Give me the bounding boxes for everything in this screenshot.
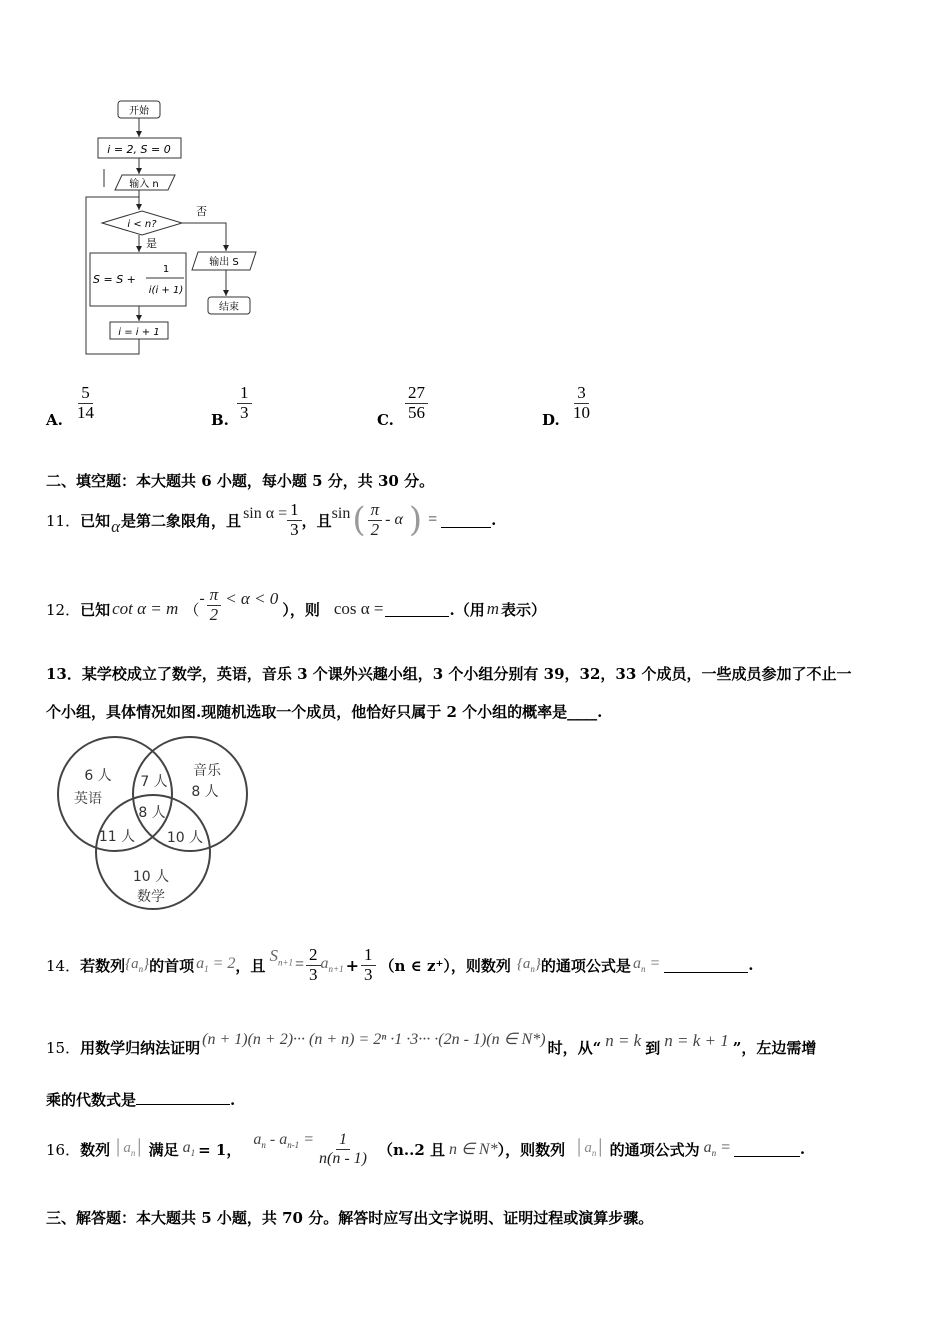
q14-den: 3	[309, 964, 318, 984]
q16-text-1: 数列	[80, 1140, 111, 1159]
output-text: 输出 S	[209, 257, 239, 268]
q16-blank	[734, 1142, 800, 1157]
q16-a1-val: = 1，	[198, 1140, 242, 1159]
input-text: 输入 n	[129, 179, 159, 190]
music-math-count: 10 人	[166, 830, 204, 846]
q11-sin2: sin	[331, 505, 351, 522]
section3-heading: 三、解答题：本大题共 5 小题，共 70 分。解答时应写出文字说明、证明过程或演算步骤。	[46, 1209, 654, 1227]
q14-text-3: ，且	[235, 956, 266, 975]
q14-plus: +	[345, 955, 360, 975]
q16-text-4: 的通项公式为	[609, 1140, 700, 1159]
assign-den-text: i(i + 1)	[148, 285, 184, 296]
q14-seq: $\{a_n\}$	[125, 956, 150, 974]
q12-lparen: （	[184, 600, 200, 619]
q11-lparen: (	[352, 500, 366, 540]
q14-seq-a: {a	[125, 956, 139, 972]
q16-seq: $│a_n│$	[114, 1140, 145, 1158]
math-label: 数学	[137, 889, 165, 905]
q15-end: .	[230, 1091, 236, 1109]
q11-minus-alpha: - α	[385, 511, 403, 528]
q14-text-4: 的通项公式是	[540, 956, 631, 975]
q16-an: $a_n$ =	[703, 1139, 731, 1159]
q16-number: 16．	[46, 1140, 81, 1159]
option-d-num: 3	[574, 384, 589, 404]
q11-sin: sin α =	[243, 505, 288, 522]
option-b-label: B.	[211, 411, 229, 429]
q16-diff: $a_n - a_{n-1}$ =	[253, 1131, 314, 1151]
q12-end: .（用	[449, 600, 485, 619]
q16-den: n(n - 1)	[318, 1149, 367, 1167]
q14-a1-var: a	[196, 955, 205, 973]
q12-blank	[385, 602, 449, 617]
q12-rparen: ），则	[282, 600, 320, 619]
init-text: i = 2, S = 0	[107, 143, 171, 156]
q16-cond: （n..2 且	[377, 1140, 445, 1159]
option-c-den: 56	[408, 402, 425, 422]
venn-diagram	[50, 728, 255, 918]
q14-num2: 1	[361, 946, 376, 966]
q14-a1: $a_1 = 2$	[196, 955, 236, 975]
q12-number: 12．	[46, 600, 81, 619]
condition-text: i < n?	[127, 219, 157, 230]
q15-text-2: 时，从“	[547, 1038, 602, 1057]
music-count: 8 人	[191, 784, 219, 800]
q14-blank	[664, 958, 748, 973]
q11-text-1: 已知	[80, 511, 111, 530]
q15-text-1: 用数学归纳法证明	[80, 1038, 201, 1057]
q15-blank	[136, 1090, 230, 1105]
option-d-label: D.	[542, 411, 560, 429]
english-music-count: 7 人	[140, 774, 168, 790]
q16-num: 1	[336, 1131, 350, 1150]
q14-S: $S_{n+1}$	[269, 946, 294, 968]
q16-end: .	[799, 1140, 806, 1158]
q13-line1: 13．某学校成立了数学，英语，音乐 3 个课外兴趣小组，3 个小组分别有 39，32，33 个成员，一些成员参加了不止一	[46, 665, 852, 683]
q11-end: .	[491, 511, 497, 529]
q11-pi: π	[368, 501, 383, 521]
question-12	[46, 584, 546, 634]
question-16	[46, 1124, 805, 1174]
assign-num-text: 1	[162, 264, 170, 275]
q16-cond2: n ∈ N*	[448, 1141, 498, 1158]
q15-text-3: 到	[645, 1038, 661, 1057]
q14-den2: 3	[364, 964, 373, 984]
q16-text-3: ），则数列	[497, 1140, 566, 1159]
q12-pi: π	[207, 586, 222, 606]
q14-a1-val: = 2	[212, 955, 236, 973]
option-a-label: A.	[46, 411, 63, 429]
q14-S-var: S	[269, 946, 278, 966]
increment-text: i = i + 1	[118, 327, 160, 338]
q12-m: m	[486, 599, 499, 618]
q12-ineq: < α < 0	[225, 589, 279, 608]
english-count: 6 人	[84, 768, 112, 784]
option-a-num: 5	[78, 384, 93, 404]
q15-line2-text: 乘的代数式是	[46, 1091, 137, 1109]
center-count: 8 人	[138, 805, 166, 821]
q14-end: .	[748, 956, 754, 974]
q14-cond: （n ∈ z⁺），则数列	[379, 956, 511, 975]
option-a-den: 14	[77, 402, 94, 422]
q15-n-eq-k: n = k	[605, 1031, 642, 1050]
option-b-den: 3	[240, 402, 249, 422]
q11-alpha: α	[111, 517, 121, 536]
q11-text-3: ，且	[301, 511, 332, 530]
q11-rparen: )	[408, 500, 423, 540]
q11-number: 11．	[46, 511, 81, 530]
question-14	[46, 941, 753, 989]
q12-tail: 表示）	[501, 600, 547, 619]
q11-text-2: 是第二象限角，且	[121, 511, 242, 530]
q14-text-1: 若数列	[80, 956, 126, 975]
start-text: 开始	[129, 106, 149, 117]
q12-cot-expr: cot α = m	[112, 599, 179, 618]
q16-text-2: 满足	[148, 1140, 179, 1159]
option-d-den: 10	[573, 402, 590, 422]
end-text: 结束	[219, 302, 239, 313]
question-15	[46, 1027, 816, 1067]
q14-an: $a_n$ =	[632, 955, 661, 975]
assign-lhs-text: S = S +	[93, 273, 136, 286]
q14-text-2: 的首项	[149, 956, 195, 975]
option-b-num: 1	[237, 384, 252, 404]
q11-blank	[441, 513, 491, 528]
q14-num: 2	[306, 946, 321, 966]
q15-n-eq-k1: n = k + 1	[664, 1031, 729, 1050]
section2-heading: 二、填空题：本大题共 6 小题，每小题 5 分，共 30 分。	[46, 472, 435, 490]
q13-line2: 个小组，具体情况如图.现随机选取一个成员，他恰好只属于 2 个小组的概率是____.	[46, 703, 603, 721]
flowchart	[80, 95, 280, 360]
q10-options	[46, 384, 666, 434]
q11-two: 2	[370, 519, 380, 539]
q15-number: 15．	[46, 1038, 81, 1057]
q14-seq2: $\{a_n\}$	[516, 956, 541, 974]
q11-den: 3	[290, 519, 299, 539]
q14-eq: =	[295, 956, 305, 973]
option-c-num: 27	[405, 384, 428, 404]
math-count: 10 人	[132, 869, 170, 885]
q11-eq: =	[428, 511, 438, 528]
question-11	[46, 498, 496, 542]
music-label: 音乐	[193, 763, 221, 779]
q12-neg: -	[199, 590, 205, 607]
q11-num: 1	[287, 501, 302, 521]
no-label: 否	[196, 205, 207, 218]
english-label: 英语	[74, 791, 102, 807]
yes-label: 是	[146, 237, 157, 250]
q15-line2	[46, 1089, 235, 1110]
english-math-count: 11 人	[98, 829, 136, 845]
q12-cos: cos α =	[333, 599, 384, 618]
q16-seq2: $│a_n│$	[575, 1140, 606, 1158]
q12-text-1: 已知	[80, 600, 111, 619]
option-c-label: C.	[377, 411, 394, 429]
q12-two: 2	[209, 604, 219, 624]
q15-text-4: ”，左边需增	[732, 1038, 817, 1057]
q14-a-n1: $a_{n+1}$	[320, 955, 344, 975]
q16-a1: $a_1$	[182, 1139, 196, 1159]
q15-expr: (n + 1)(n + 2)··· (n + n) = 2ⁿ ·1 ·3··· ·(2n - 1)(n ∈ N*)	[202, 1031, 546, 1048]
q16-diff-var: a	[253, 1131, 262, 1149]
q14-number: 14．	[46, 956, 81, 975]
